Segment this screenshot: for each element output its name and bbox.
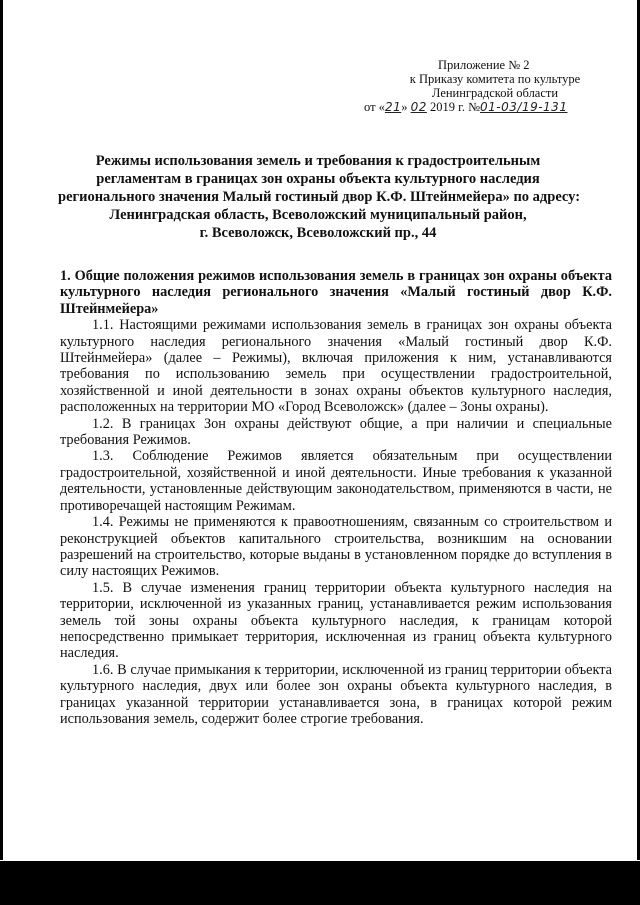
- date-mid: »: [401, 100, 408, 114]
- appendix-line-3: Ленинградской области: [431, 86, 559, 100]
- scan-bottom-band: [0, 861, 640, 905]
- appendix-line-1: Приложение № 2: [438, 58, 530, 72]
- paragraph-1-5: 1.5. В случае изменения границ территории объекта культурного наследия на территории, исключенной из указанных границ, устанавливается режим использования земель той зоны охраны объекта культурного наследия, к границам которой непосредственно примыкает территория, исключенная из границ объекта культурного наследия.: [60, 579, 612, 662]
- title-line: регламентам в границах зон охраны объекта культурного наследия: [96, 171, 540, 187]
- document-number: 01-03/19-131: [480, 100, 568, 114]
- title-line: Ленинградская область, Всеволожский муниципальный район,: [109, 207, 527, 223]
- date-month: 02: [410, 100, 427, 114]
- paragraph-1-1: 1.1. Настоящими режимами использования земель в границах зон охраны объекта культурного наследия регионального значения «Малый гостиный двор К.Ф. Штейнмейера» (далее – Режимы), включая приложения к ним, устанавливаются требования по использованию земель при осуществлении градостроительной, хозяйственной и иной деятельности в зонах охраны объектов культурного наследия, расположенных на территории МО «Город Всеволожск» (далее – Зоны охраны).: [60, 317, 612, 416]
- date-prefix: от «: [364, 100, 385, 114]
- appendix-date-line: [364, 100, 620, 114]
- appendix-header: [364, 58, 620, 114]
- section-1: [60, 268, 612, 727]
- scan-left-edge: [0, 0, 3, 860]
- paragraph-1-2: 1.2. В границах Зон охраны действуют общие, а при наличии и специальные требования Режимов.: [60, 415, 612, 449]
- title-line: регионального значения Малый гостиный двор К.Ф. Штейнмейера» по адресу:: [58, 189, 581, 205]
- paragraph-1-4: 1.4. Режимы не применяются к правоотношениям, связанным со строительством и реконструкцией объектов капитального строительства, возникшим на основании разрешений на строительство, которые выданы в установленном порядке до вступления в силу настоящих Режимов.: [60, 514, 612, 580]
- paragraph-1-3: 1.3. Соблюдение Режимов является обязательным при осуществлении градостроительной, хозяйственной и иной деятельности. Иные требования к указанной деятельности, установленные действующим законодательством, применяются в части, не противоречащей настоящим Режимам.: [60, 448, 612, 514]
- paragraph-1-6: 1.6. В случае примыкания к территории, исключенной из границ территории объекта культурного наследия, двух или более зон охраны объекта культурного наследия, в границах указанной территории устанавливается зона, в границах которой режим использования земель, содержит более строгие требования.: [60, 661, 612, 727]
- date-day: 21: [384, 100, 402, 114]
- appendix-line-2: к Приказу комитета по культуре: [409, 72, 581, 86]
- document-title: [58, 152, 581, 242]
- section-heading: 1. Общие положения режимов использования земель в границах зон охраны объекта культурного наследия регионального значения «Малый гостиный двор К.Ф. Штейнмейера»: [60, 268, 612, 317]
- title-line: Режимы использования земель и требования к градостроительным: [95, 153, 541, 169]
- title-line: г. Всеволожск, Всеволожский пр., 44: [199, 225, 437, 241]
- date-year: 2019 г. №: [430, 100, 481, 114]
